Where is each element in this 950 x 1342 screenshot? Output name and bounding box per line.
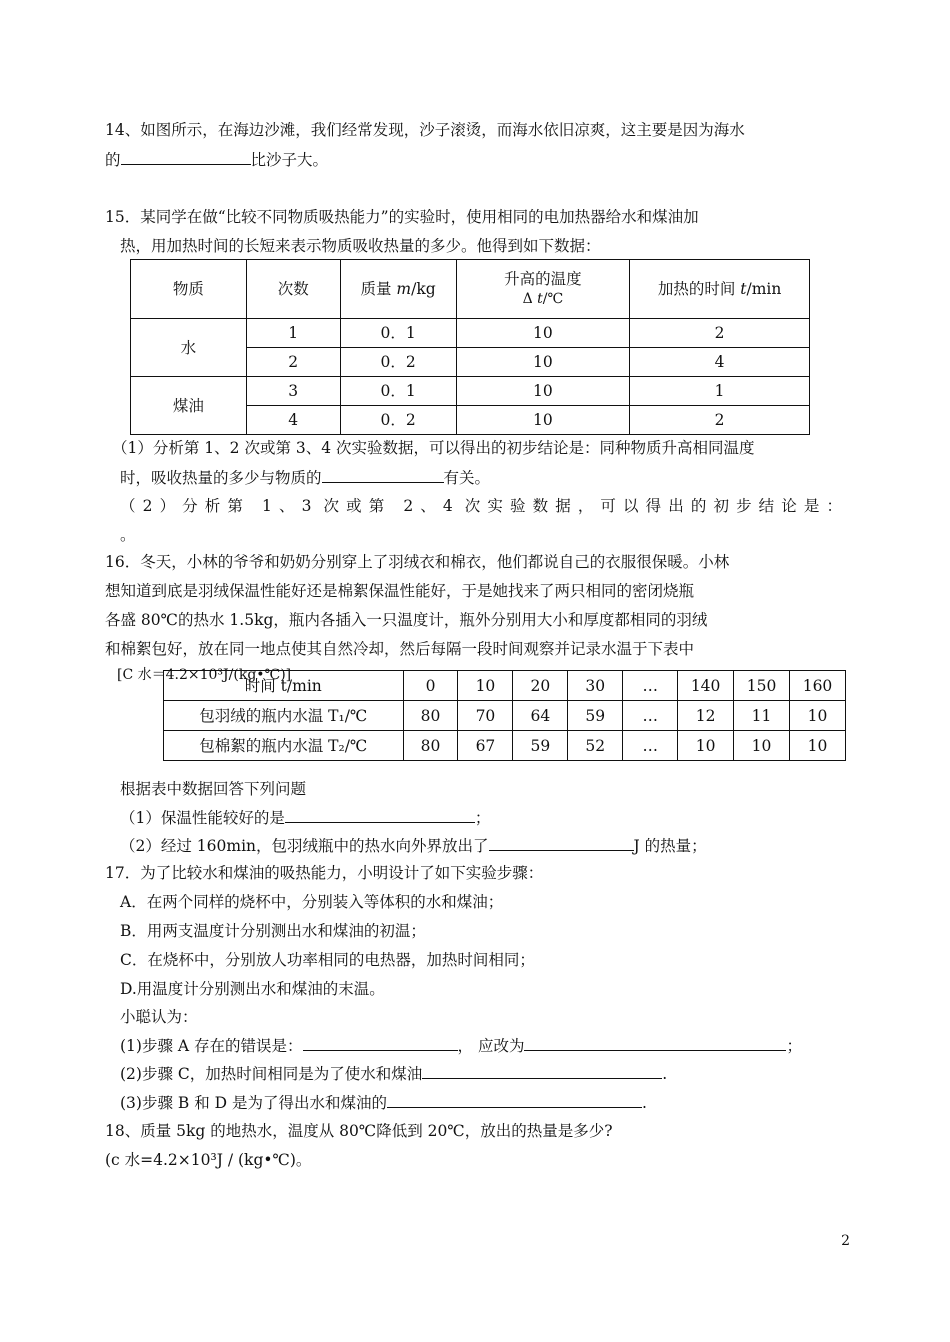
q15-header-mass (340, 260, 456, 319)
q15-part2-line2: 。 (120, 526, 136, 544)
q16-down-temp: 64 (513, 701, 568, 731)
q17-intro: 小聪认为： (120, 1008, 198, 1026)
q15-header-temp-var: t (537, 291, 543, 307)
q15-cell-count: 4 (246, 406, 340, 435)
q15-cell-dt: 10 (456, 406, 630, 435)
q16-down-temp: 59 (568, 701, 623, 731)
q16-time-value: 10 (458, 671, 513, 701)
q16-answer1-post: ； (474, 809, 491, 827)
q16-time-value: 30 (568, 671, 623, 701)
q16-cotton-temp: 67 (458, 731, 513, 761)
q15-part1-pre: 时，吸收热量的多少与物质的 (120, 469, 322, 487)
q16-answer1 (120, 806, 490, 829)
q16-time-value: 150 (734, 671, 790, 701)
q18-line1: 18、质量 5kg 的地热水，温度从 80℃降低到 20℃，放出的热量是多少? (105, 1122, 613, 1140)
q16-time-value: … (623, 671, 678, 701)
q15-cell-mass: 0．2 (340, 406, 456, 435)
table-row (164, 701, 846, 731)
q16-answer2-pre: （2）经过 160min，包羽绒瓶中的热水向外界放出了 (120, 837, 489, 855)
page-number: 2 (841, 1233, 850, 1249)
q16-down-temp: 11 (734, 701, 790, 731)
q17-answer1-fix-blank[interactable] (524, 1034, 786, 1051)
q16-cotton-temp: 59 (513, 731, 568, 761)
table-row (131, 377, 810, 406)
q14-line1: 14、如图所示，在海边沙滩，我们经常发现，沙子滚烫，而海水依旧凉爽，这主要是因为海水 (105, 121, 745, 139)
q17-answer1-post: ； (786, 1037, 802, 1055)
q17-answer2-blank[interactable] (422, 1062, 662, 1079)
table-row (131, 319, 810, 348)
q15-cell-count: 2 (246, 348, 340, 377)
q15-part1-answer-blank[interactable] (322, 466, 444, 483)
q15-header-count: 次数 (246, 260, 340, 319)
q14-answer-blank[interactable] (121, 148, 251, 165)
q15-header-mass-unit: /kg (411, 280, 436, 298)
q17-answer3-blank[interactable] (387, 1091, 642, 1108)
q15-header-time-var: t (740, 280, 747, 298)
q15-cell-time: 1 (630, 377, 810, 406)
q15-cell-time: 2 (630, 406, 810, 435)
q17-answer3-pre: (3)步骤 B 和 D 是为了得出水和煤油的 (120, 1094, 387, 1112)
q16-cotton-temp: 52 (568, 731, 623, 761)
q14-line2-post: 比沙子大。 (250, 151, 329, 169)
q15-cell-water: 水 (131, 319, 247, 377)
table-row (164, 731, 846, 761)
q15-cell-time: 2 (630, 319, 810, 348)
q16-answer2 (120, 834, 707, 857)
q15-header-delta: Δ (522, 291, 538, 307)
q17-answer1-pre: (1)步骤 A 存在的错误是： (120, 1037, 303, 1055)
q15-header-time-label: 加热的时间 (657, 280, 741, 298)
q15-header-time-unit: /min (746, 280, 782, 298)
q17-step-b: B．用两支温度计分别测出水和煤油的初温； (120, 922, 426, 940)
q18-line2: (c 水=4.2×10³J / (kg•℃)。 (105, 1151, 312, 1169)
q15-header-temp-line2 (457, 289, 630, 309)
q15-data-table (130, 259, 810, 435)
q15-cell-time: 4 (630, 348, 810, 377)
q15-line1: 15．某同学在做“比较不同物质吸热能力”的实验时，使用相同的电加热器给水和煤油加 (105, 208, 699, 226)
q15-line2: 热，用加热时间的长短来表示物质吸收热量的多少。他得到如下数据： (120, 237, 601, 255)
q15-header-temp-line1: 升高的温度 (504, 270, 582, 288)
q15-cell-mass: 0．2 (340, 348, 456, 377)
q16-cotton-temp: 10 (790, 731, 846, 761)
q16-line5: [C 水＝4.2×10³J/(kg•℃)] (117, 667, 292, 683)
q17-step-a: A．在两个同样的烧杯中，分别装入等体积的水和煤油； (120, 893, 504, 911)
q15-header-temp-unit: /℃ (542, 291, 564, 307)
q16-time-value: 160 (790, 671, 846, 701)
q16-line1: 16．冬天，小林的爷爷和奶奶分别穿上了羽绒衣和棉衣，他们都说自己的衣服很保暖。小林 (105, 553, 730, 571)
q15-header-time (630, 260, 810, 319)
q15-cell-dt: 10 (456, 377, 630, 406)
q16-cotton-temp: … (623, 731, 678, 761)
q15-cell-kerosene: 煤油 (131, 377, 247, 435)
q17-answer3-post: . (641, 1094, 647, 1112)
q16-answer1-blank[interactable] (285, 806, 475, 823)
q17-step-c: C．在烧杯中，分别放人功率相同的电热器，加热时间相同； (120, 951, 535, 969)
q15-cell-mass: 0．1 (340, 319, 456, 348)
q15-header-temp (456, 260, 630, 319)
q16-row-down-label: 包羽绒的瓶内水温 T₁/℃ (164, 701, 404, 731)
q15-part1-line1: （1）分析第 1、2 次或第 3、4 次实验数据，可以得出的初步结论是：同种物质升高相同温度 (112, 439, 755, 457)
q15-part2-line1: （2）分析第 1、3 次或第 2、4 次实验数据，可以得出的初步结论是： (120, 497, 842, 515)
q16-cotton-temp: 80 (403, 731, 458, 761)
q17-answer1-error-blank[interactable] (303, 1034, 458, 1051)
q16-down-temp: 12 (678, 701, 734, 731)
q17-answer1 (120, 1034, 802, 1057)
q16-down-temp: 10 (790, 701, 846, 731)
q15-cell-dt: 10 (456, 319, 630, 348)
q15-part1-line2 (120, 466, 490, 489)
q16-cotton-temp: 10 (734, 731, 790, 761)
q15-cell-mass: 0．1 (340, 377, 456, 406)
q16-down-temp: … (623, 701, 678, 731)
q15-header-mass-label: 质量 (360, 280, 397, 298)
q16-cotton-temp: 10 (678, 731, 734, 761)
q17-answer3 (120, 1091, 647, 1114)
q17-title: 17．为了比较水和煤油的吸热能力，小明设计了如下实验步骤： (105, 864, 544, 882)
q16-answer1-pre: （1）保温性能较好的是 (120, 809, 285, 827)
q16-line4: 和棉絮包好，放在同一地点使其自然冷却，然后每隔一段时间观察并记录水温于下表中 (105, 640, 695, 658)
q14-line2 (105, 148, 328, 171)
q17-answer2-post: . (662, 1065, 668, 1083)
q15-cell-count: 3 (246, 377, 340, 406)
q16-line3: 各盛 80℃的热水 1.5kg，瓶内各插入一只温度计，瓶外分别用大小和厚度都相同的羽绒 (105, 611, 708, 629)
q15-header-mass-var: m (396, 280, 412, 298)
q16-answer2-blank[interactable] (489, 834, 634, 851)
q16-time-value: 140 (678, 671, 734, 701)
q15-cell-count: 1 (246, 319, 340, 348)
q15-part1-post: 有关。 (443, 469, 491, 487)
q17-step-d: D.用温度计分别测出水和煤油的末温。 (120, 980, 385, 998)
q17-answer1-mid: ， 应改为 (457, 1037, 525, 1055)
q15-header-substance: 物质 (131, 260, 247, 319)
q15-cell-dt: 10 (456, 348, 630, 377)
q16-line2: 想知道到底是羽绒保温性能好还是棉絮保温性能好，于是她找来了两只相同的密闭烧瓶 (105, 582, 695, 600)
q16-down-temp: 80 (403, 701, 458, 731)
q14-line2-pre: 的 (105, 151, 121, 169)
q16-answer2-post: J 的热量； (633, 837, 707, 855)
q17-answer2-pre: (2)步骤 C，加热时间相同是为了使水和煤油 (120, 1065, 423, 1083)
q16-intro: 根据表中数据回答下列问题 (120, 780, 307, 798)
q16-time-value: 20 (513, 671, 568, 701)
q16-row-cotton-label: 包棉絮的瓶内水温 T₂/℃ (164, 731, 404, 761)
q16-time-value: 0 (403, 671, 458, 701)
q16-header-time-label: 时间 t/min (164, 671, 404, 701)
q16-down-temp: 70 (458, 701, 513, 731)
q17-answer2 (120, 1062, 667, 1085)
